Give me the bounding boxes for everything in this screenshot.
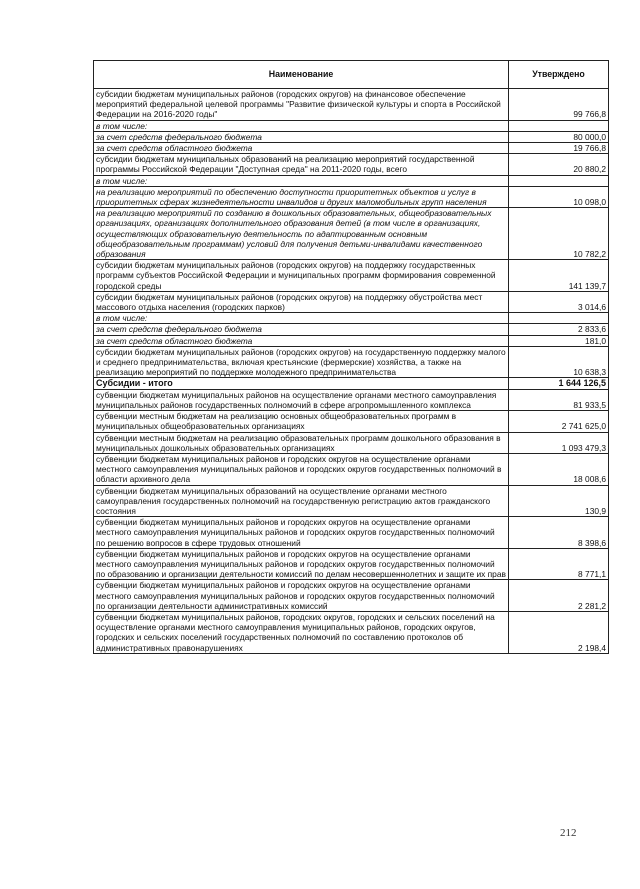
table-row bbox=[94, 548, 609, 580]
table-row bbox=[94, 131, 609, 142]
table-row bbox=[94, 313, 609, 324]
row-value bbox=[509, 120, 609, 131]
table-row bbox=[94, 335, 609, 346]
row-name: субвенции местным бюджетам на реализацию образовательных программ дошкольного образования в муниципальных дошкольных образовательных организациях bbox=[94, 432, 509, 453]
budget-table bbox=[93, 60, 609, 654]
row-name: за счет средств федерального бюджета bbox=[94, 324, 509, 335]
row-name: в том числе: bbox=[94, 175, 509, 186]
page-number: 212 bbox=[560, 827, 577, 839]
row-value: 10 098,0 bbox=[509, 186, 609, 207]
row-name: субсидии бюджетам муниципальных образований на реализацию мероприятий государственной программы Российской Федерации "Доступная среда" на 2011-2020 годы, всего bbox=[94, 154, 509, 175]
table-row bbox=[94, 154, 609, 175]
row-value: 1 644 126,5 bbox=[509, 378, 609, 389]
row-name: субсидии бюджетам муниципальных районов (городских округов) на государственную поддержку малого и среднего предпринимательства, включая крестьянские (фермерские) хозяйства, а также на реализацию мероприятий по поддержке молодежного предпринимательства bbox=[94, 346, 509, 378]
row-value: 2 741 625,0 bbox=[509, 411, 609, 432]
header-value: Утверждено bbox=[509, 61, 609, 89]
row-name: субсидии бюджетам муниципальных районов (городских округов) на поддержку обустройства мест массового отдыха населения (городских парков) bbox=[94, 291, 509, 312]
table-row bbox=[94, 346, 609, 378]
row-value: 3 014,6 bbox=[509, 291, 609, 312]
row-value: 8 771,1 bbox=[509, 548, 609, 580]
table-row bbox=[94, 432, 609, 453]
row-value: 20 880,2 bbox=[509, 154, 609, 175]
table-row bbox=[94, 120, 609, 131]
row-value: 2 198,4 bbox=[509, 611, 609, 653]
table-row bbox=[94, 260, 609, 292]
row-value: 141 139,7 bbox=[509, 260, 609, 292]
table-row bbox=[94, 485, 609, 517]
row-value: 81 933,5 bbox=[509, 389, 609, 410]
table-row bbox=[94, 580, 609, 612]
table-row bbox=[94, 389, 609, 410]
row-value: 80 000,0 bbox=[509, 131, 609, 142]
table-row bbox=[94, 378, 609, 389]
row-value: 19 766,8 bbox=[509, 143, 609, 154]
row-name: субвенции бюджетам муниципальных районов и городских округов на осуществление органами местного самоуправления муниципальных районов и городских округов государственных полномочий в области архивного дела bbox=[94, 453, 509, 485]
table-row bbox=[94, 411, 609, 432]
row-value: 181,0 bbox=[509, 335, 609, 346]
row-name: в том числе: bbox=[94, 120, 509, 131]
row-name: субвенции бюджетам муниципальных районов и городских округов на осуществление органами местного самоуправления муниципальных районов и городских округов государственных полномочий по решению вопросов в сфере трудовых отношений bbox=[94, 517, 509, 549]
row-name: субвенции бюджетам муниципальных районов и городских округов на осуществление органами местного самоуправления муниципальных районов и городских округов государственных полномочий по организации деятельности административных комиссий bbox=[94, 580, 509, 612]
row-value bbox=[509, 313, 609, 324]
row-value: 2 281,2 bbox=[509, 580, 609, 612]
table-row bbox=[94, 517, 609, 549]
row-value: 10 782,2 bbox=[509, 208, 609, 260]
row-value: 18 008,6 bbox=[509, 453, 609, 485]
row-name: субвенции бюджетам муниципальных районов, городских округов, городских и сельских поселений на осуществление органами местного самоуправления муниципальных районов, городских округов, городских и сельских поселений государственных полномочий по составлению протоколов об административных правонарушениях bbox=[94, 611, 509, 653]
row-name: на реализацию мероприятий по созданию в дошкольных образовательных, общеобразовательных организациях, организациях дополнительного образования детей (в том числе в организациях, осуществляющих образовательную деятельность по адаптированным основным общеобразовательным программам) условий для получения детьми-инвалидами качественного образования bbox=[94, 208, 509, 260]
table-row bbox=[94, 186, 609, 207]
row-name: субвенции бюджетам муниципальных районов и городских округов на осуществление органами местного самоуправления муниципальных районов и городских округов государственных полномочий по образованию и организации деятельности комиссий по делам несовершеннолетних и защите их прав bbox=[94, 548, 509, 580]
table-row bbox=[94, 143, 609, 154]
row-value: 2 833,6 bbox=[509, 324, 609, 335]
table-body bbox=[94, 89, 609, 654]
row-value: 99 766,8 bbox=[509, 89, 609, 121]
table-row bbox=[94, 175, 609, 186]
row-value: 130,9 bbox=[509, 485, 609, 517]
row-name: за счет средств федерального бюджета bbox=[94, 131, 509, 142]
row-value: 10 638,3 bbox=[509, 346, 609, 378]
row-name: субсидии бюджетам муниципальных районов (городских округов) на поддержку государственных программ субъектов Российской Федерации и муниципальных программ формирования современной городской среды bbox=[94, 260, 509, 292]
row-value bbox=[509, 175, 609, 186]
row-value: 8 398,6 bbox=[509, 517, 609, 549]
table-row bbox=[94, 208, 609, 260]
table-row bbox=[94, 89, 609, 121]
row-name: субвенции бюджетам муниципальных районов на осуществление органами местного самоуправления муниципальных районов государственных полномочий в сфере агропромышленного комплекса bbox=[94, 389, 509, 410]
table-row bbox=[94, 611, 609, 653]
row-name: субвенции местным бюджетам на реализацию основных общеобразовательных программ в муниципальных общеобразовательных организациях bbox=[94, 411, 509, 432]
row-name: за счет средств областного бюджета bbox=[94, 143, 509, 154]
table-row bbox=[94, 453, 609, 485]
table-header-row bbox=[94, 61, 609, 89]
row-name: за счет средств областного бюджета bbox=[94, 335, 509, 346]
row-name: субвенции бюджетам муниципальных образований на осуществление органами местного самоуправления государственных полномочий на государственную регистрацию актов гражданского состояния bbox=[94, 485, 509, 517]
row-name: Субсидии - итого bbox=[94, 378, 509, 389]
row-name: на реализацию мероприятий по обеспечению доступности приоритетных объектов и услуг в приоритетных сферах жизнедеятельности инвалидов и других маломобильных групп населения bbox=[94, 186, 509, 207]
table-row bbox=[94, 291, 609, 312]
header-name: Наименование bbox=[94, 61, 509, 89]
row-name: субсидии бюджетам муниципальных районов (городских округов) на финансовое обеспечение мероприятий федеральной целевой программы "Развитие физической культуры и спорта в Российской Федерации на 2016-2020 годы" bbox=[94, 89, 509, 121]
row-name: в том числе: bbox=[94, 313, 509, 324]
table-row bbox=[94, 324, 609, 335]
row-value: 1 093 479,3 bbox=[509, 432, 609, 453]
